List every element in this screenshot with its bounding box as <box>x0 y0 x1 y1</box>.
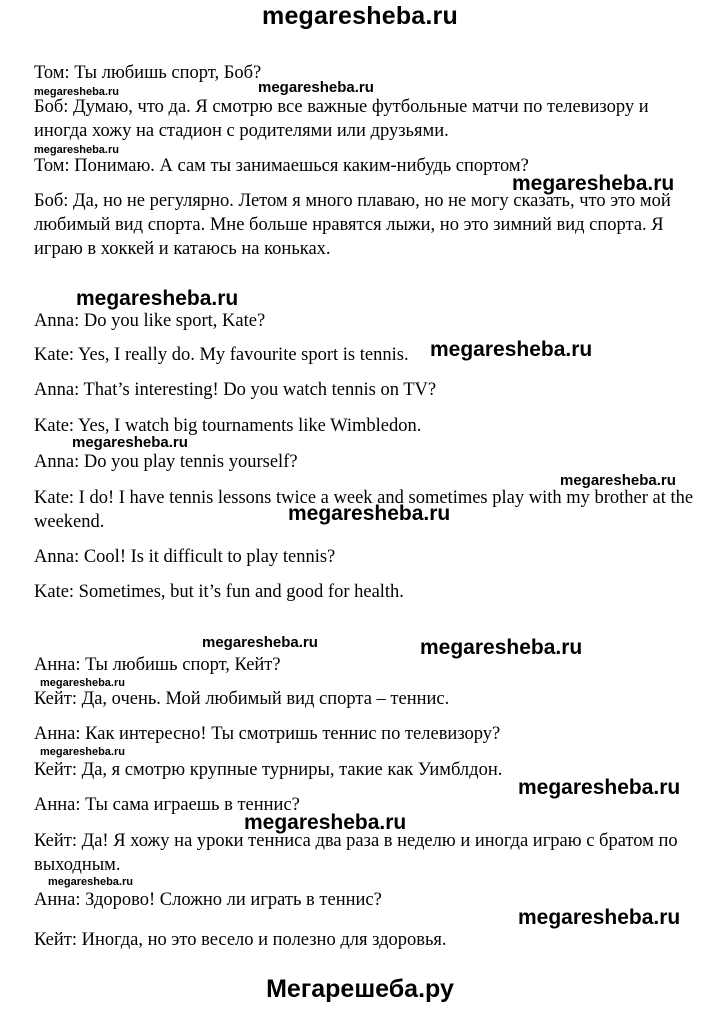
dialogue-line: Анна: Ты любишь спорт, Кейт? <box>34 655 281 675</box>
dialogue-line: Anna: Do you like sport, Kate? <box>34 311 266 331</box>
watermark: megaresheba.ru <box>34 86 119 98</box>
watermark: megaresheba.ru <box>512 172 675 195</box>
dialogue-line: Kate: Yes, I watch big tournaments like Wimbledon. <box>34 416 422 436</box>
dialogue-line: Кейт: Иногда, но это весело и полезно для здоровья. <box>34 930 447 950</box>
watermark: megaresheba.ru <box>518 776 681 799</box>
site-header: megaresheba.ru <box>262 2 458 30</box>
dialogue-line: Anna: Cool! Is it difficult to play tennis? <box>34 547 336 567</box>
site-footer: Мегарешеба.ру <box>266 975 454 1003</box>
dialogue-line: Анна: Ты сама играешь в теннис? <box>34 795 300 815</box>
watermark: megaresheba.ru <box>560 472 676 489</box>
watermark: megaresheba.ru <box>48 876 133 888</box>
watermark: megaresheba.ru <box>420 636 583 659</box>
watermark: megaresheba.ru <box>518 906 681 929</box>
dialogue-line: Анна: Здорово! Сложно ли играть в теннис? <box>34 890 382 910</box>
dialogue-line: Anna: That’s interesting! Do you watch tennis on TV? <box>34 380 437 400</box>
dialogue-line: Том: Понимаю. А сам ты занимаешься каким-нибудь спортом? <box>34 156 529 176</box>
dialogue-line: Кейт: Да! Я хожу на уроки тенниса два раза в неделю и иногда играю с братом по выходным. <box>34 831 678 875</box>
watermark: megaresheba.ru <box>258 79 374 96</box>
dialogue-line: Кейт: Да, очень. Мой любимый вид спорта – теннис. <box>34 689 450 709</box>
watermark: megaresheba.ru <box>34 144 119 156</box>
dialogue-line: Боб: Да, но не регулярно. Летом я много плаваю, но не могу сказать, что это мой любимый вид спорта. Мне больше нравятся лыжи, но это зимний вид спорта. Я играю в хоккей и катаюсь на коньках. <box>34 191 671 259</box>
dialogue-line: Kate: Sometimes, but it’s fun and good for health. <box>34 582 404 602</box>
watermark: megaresheba.ru <box>40 677 125 689</box>
watermark: megaresheba.ru <box>430 338 593 361</box>
dialogue-line: Anna: Do you play tennis yourself? <box>34 452 298 472</box>
watermark: megaresheba.ru <box>72 434 188 451</box>
dialogue-line: Кейт: Да, я смотрю крупные турниры, такие как Уимблдон. <box>34 760 503 780</box>
watermark: megaresheba.ru <box>76 287 239 310</box>
dialogue-line: Том: Ты любишь спорт, Боб? <box>34 63 262 83</box>
watermark: megaresheba.ru <box>288 502 451 525</box>
dialogue-line: Kate: Yes, I really do. My favourite sport is tennis. <box>34 345 409 365</box>
dialogue-line: Kate: I do! I have tennis lessons twice a week and sometimes play with my brother at the weekend. <box>34 488 694 532</box>
watermark: megaresheba.ru <box>40 746 125 758</box>
dialogue-line: Анна: Как интересно! Ты смотришь теннис по телевизору? <box>34 724 501 744</box>
watermark: megaresheba.ru <box>244 811 407 834</box>
watermark: megaresheba.ru <box>202 634 318 651</box>
dialogue-line: Боб: Думаю, что да. Я смотрю все важные футбольные матчи по телевизору и иногда хожу на стадион с родителями или друзьями. <box>34 97 649 141</box>
